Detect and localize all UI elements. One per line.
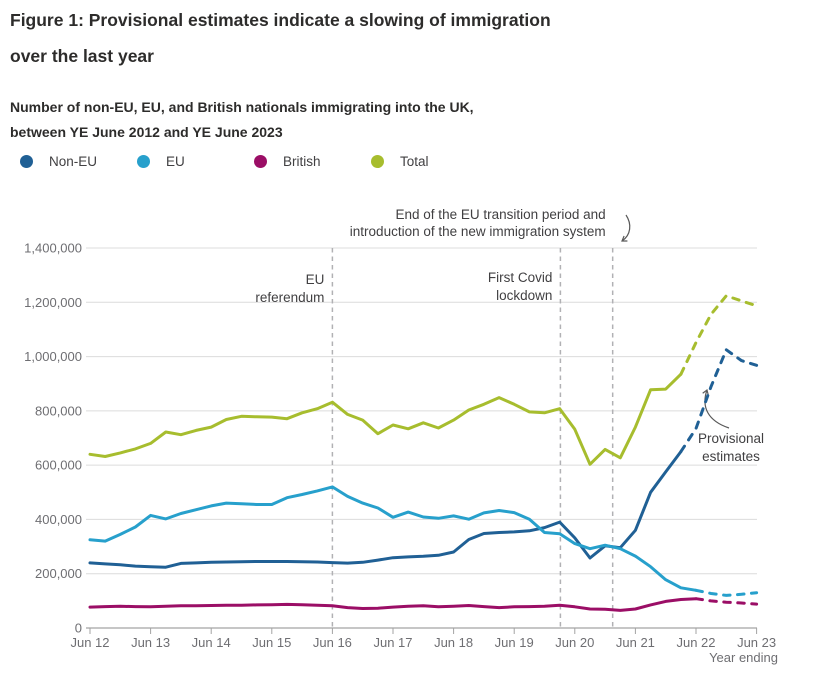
legend-item-total — [371, 154, 488, 169]
legend-item-non-eu — [20, 154, 137, 169]
y-axis-label: 600,000 — [35, 457, 82, 473]
event-label-first-covid-lockdown: First Covid — [487, 270, 553, 285]
figure-subtitle — [10, 95, 790, 145]
series-total-provisional-dashed — [681, 296, 757, 374]
legend-dot-british — [254, 155, 267, 168]
event-label-eu-referendum: referendum — [255, 290, 325, 305]
annotation-provisional-estimates: estimates — [702, 449, 760, 464]
figure-title-line-2: over the last year — [10, 46, 154, 66]
y-axis-label: 1,400,000 — [24, 240, 82, 256]
legend-label-non-eu: Non-EU — [49, 154, 98, 169]
legend-item-british — [254, 154, 371, 169]
chart-legend — [20, 154, 790, 169]
event-label-eu-transition-end: introduction of the new immigration system — [349, 224, 606, 239]
x-axis-label: Jun 20 — [555, 635, 595, 650]
figure-subtitle-line-2: between YE June 2012 and YE June 2023 — [10, 124, 283, 140]
x-axis-label: Jun 23 — [737, 635, 777, 650]
figure-header — [10, 2, 790, 169]
series-british-provisional-dashed — [696, 599, 757, 604]
y-axis-label: 1,000,000 — [24, 349, 82, 365]
x-axis-label: Jun 16 — [312, 635, 352, 650]
series-eu-provisional-dashed — [696, 590, 757, 595]
x-axis-label: Jun 15 — [252, 635, 292, 650]
figure-title-line-1: Figure 1: Provisional estimates indicate a slowing of immigration — [10, 10, 551, 30]
legend-dot-total — [371, 155, 384, 168]
x-axis-label: Jun 18 — [434, 635, 474, 650]
event-label-first-covid-lockdown: lockdown — [496, 288, 553, 303]
legend-label-british: British — [283, 154, 321, 169]
x-axis-label: Jun 14 — [191, 635, 231, 650]
immigration-line-chart — [0, 194, 829, 681]
figure-subtitle-line-1: Number of non-EU, EU, and British nationals immigrating into the UK, — [10, 99, 474, 115]
series-eu-line — [90, 487, 696, 590]
annotation-provisional-estimates: Provisional — [697, 431, 765, 446]
eu-transition-arrow — [622, 215, 630, 241]
x-axis-label: Jun 13 — [131, 635, 171, 650]
y-axis-label: 1,200,000 — [24, 294, 82, 310]
x-axis-label: Jun 17 — [373, 635, 413, 650]
legend-dot-eu — [137, 155, 150, 168]
series-total-line — [90, 374, 681, 464]
y-axis-label: 400,000 — [35, 511, 82, 527]
y-axis-label: 0 — [74, 620, 82, 636]
x-axis-label: Jun 22 — [676, 635, 716, 650]
legend-dot-non-eu — [20, 155, 33, 168]
series-non-eu-line — [90, 452, 681, 568]
figure-title — [10, 2, 790, 74]
event-label-eu-referendum: EU — [305, 272, 325, 287]
legend-label-total: Total — [400, 154, 429, 169]
x-axis-title: Year ending — [709, 650, 778, 665]
y-axis-label: 800,000 — [35, 403, 82, 419]
legend-label-eu: EU — [166, 154, 185, 169]
x-axis-label: Jun 12 — [70, 635, 110, 650]
legend-item-eu — [137, 154, 254, 169]
x-axis-label: Jun 21 — [615, 635, 655, 650]
y-axis-label: 200,000 — [35, 566, 82, 582]
event-label-eu-transition-end: End of the EU transition period and — [395, 207, 606, 222]
series-british-line — [90, 599, 696, 611]
x-axis-label: Jun 19 — [494, 635, 534, 650]
